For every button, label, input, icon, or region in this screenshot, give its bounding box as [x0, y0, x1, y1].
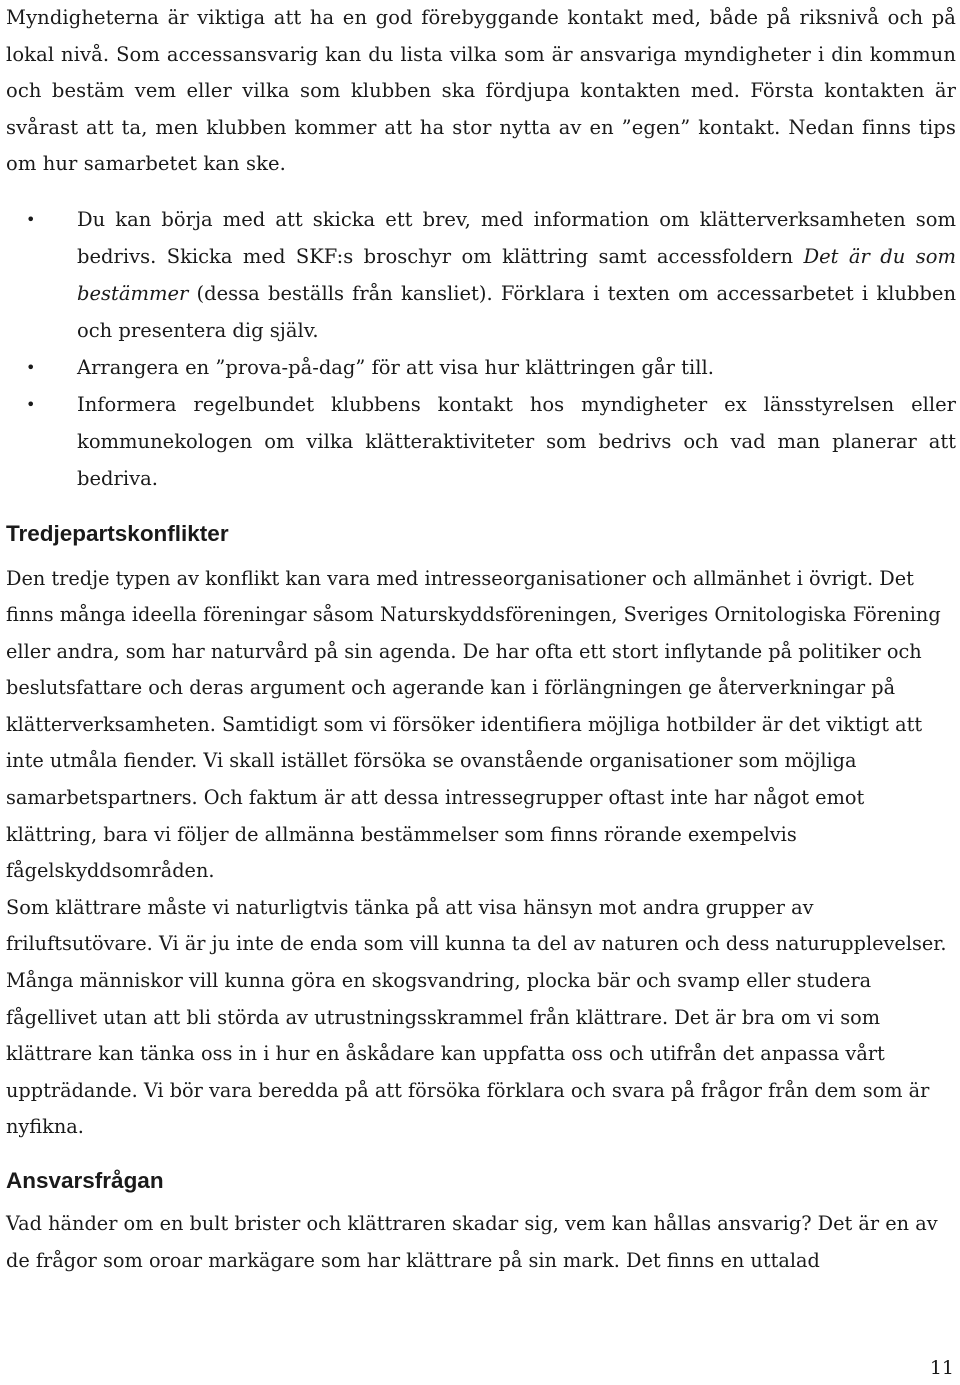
tips-list [6, 201, 956, 497]
document-page [6, 0, 956, 1279]
list-item-text: Informera regelbundet klubbens kontakt hos myndigheter ex länsstyrelsen eller kommunekologen om vilka klätteraktiviteter som bedrivs och vad man planerar att bedriva. [77, 392, 956, 490]
list-item [6, 201, 956, 349]
list-item-text-before: Du kan börja med att skicka ett brev, med information om klätterverksamheten som bedrivs. Skicka med SKF:s broschyr om klättring samt accessfoldern [77, 207, 956, 268]
list-item [6, 349, 956, 386]
list-item-text-after: (dessa beställs från kansliet). Förklara i texten om accessarbetet i klubben och presentera dig själv. [77, 281, 956, 342]
section-paragraph: Vad händer om en bult brister och klättraren skadar sig, vem kan hållas ansvarig? Det är en av de frågor som oroar markägare som har klättrare på sin mark. Det finns en uttalad [6, 1212, 938, 1272]
list-item-italic-title: Det är du som bestämmer [77, 244, 956, 305]
page-number: 11 [929, 1357, 954, 1379]
list-item [6, 386, 956, 497]
bullet-icon: • [26, 394, 36, 414]
list-item-text: Arrangera en ”prova-på-dag” för att visa hur klättringen går till. [77, 355, 714, 379]
section-heading-ansvarsfragan: Ansvarsfrågan [6, 1168, 164, 1193]
bullet-icon: • [26, 357, 36, 377]
bullet-icon: • [26, 209, 36, 229]
section-heading-tredjepartskonflikter: Tredjepartskonflikter [6, 520, 229, 546]
intro-paragraph: Myndigheterna är viktiga att ha en god förebyggande kontakt med, både på riksnivå och på lokal nivå. Som accessansvarig kan du lista vilka som är ansvariga myndigheter i din kommun och bestäm vem eller vilka som klubben ska fördjupa kontakten med. Första kontakten är svårast att ta, men klubben kommer att ha stor nytta av en ”egen” kontakt. Nedan finns tips om hur samarbetet kan ske. [6, 6, 956, 175]
section-paragraph: Som klättrare måste vi naturligtvis tänka på att visa hänsyn mot andra grupper av friluftsutövare. Vi är ju inte de enda som vill kunna ta del av naturen och dess naturupplevelser. Många människor vill kunna göra en skogsvandring, plocka bär och svamp eller studera fågellivet utan att bli störda av utrustningsskrammel från klättrare. Det är bra om vi som klättrare kan tänka oss in i hur en åskådare kan uppfatta oss och utifrån det anpassa vårt uppträdande. Vi bör vara beredda på att försöka förklara och svara på frågor från dem som är nyfikna. [6, 895, 947, 1139]
section-paragraph: Den tredje typen av konflikt kan vara med intresseorganisationer och allmänhet i övrigt. Det finns många ideella föreningar såsom Naturskyddsföreningen, Sveriges Ornitologiska Förening eller andra, som har naturvård på sin agenda. De har ofta ett stort inflytande på politiker och beslutsfattare och deras argument och agerande kan i förlängningen ge återverkningar på klätterverksamheten. Samtidigt som vi försöker identifiera möjliga hotbilder är det viktigt att inte utmåla fiender. Vi skall istället försöka se ovanstående organisationer som möjliga samarbetspartners. Och faktum är att dessa intressegrupper oftast inte har något emot klättring, bara vi följer de allmänna bestämmelser som finns rörande exempelvis fågelskyddsområden. [6, 566, 941, 883]
